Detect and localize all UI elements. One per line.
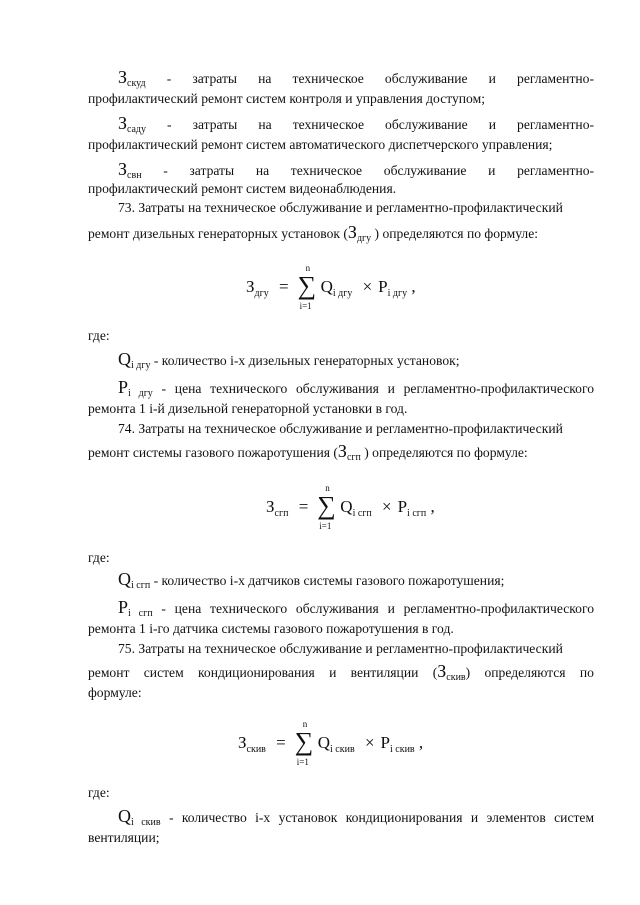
sec74-def-p-line2: ремонта 1 i-го датчика системы газового пожаротушения в год. [88, 621, 454, 636]
sec74-def-p: $P_{i сгп}$ - цена технического обслуживания и регламентно-профилактического [118, 597, 595, 619]
item-sadu-line1: $З_{сaду}$ - затраты на техническое обслуживание и регламентно- [118, 113, 595, 135]
sec73-paragraph-line1: 73. Затраты на техническое обслуживание и регламентно-профилактический [118, 200, 563, 215]
sum-sign: n ∑ i=1 [294, 719, 314, 767]
symbol-z-sadu: $З_{сaду}$ [118, 113, 146, 135]
sec75-def-q-line2: вентиляции; [88, 830, 160, 845]
sec74-paragraph-line1: 74. Затраты на техническое обслуживание и регламентно-профилактический [118, 421, 563, 436]
sec75-def-q: $Q_{i скив}$ - количество i-х установок кондиционирования и элементов систем [118, 806, 595, 828]
sec75-where: где: [88, 785, 110, 800]
sec74-formula: $З_{сгп}$ = n ∑ i=1 $Q_{i сгп} \times P_{i сгп}$ , [266, 483, 435, 531]
sec74-where: где: [88, 550, 110, 565]
sec75-paragraph-line3: формуле: [88, 685, 142, 700]
sum-sign: n ∑ i=1 [297, 263, 317, 311]
sec73-where: где: [88, 328, 110, 343]
symbol-z-dgu: $З_{дгу}$ [347, 222, 372, 244]
sec74-def-q: $Q_{i сгп}$ - количество i-х датчиков системы газового пожаротушения; [118, 569, 505, 591]
sec73-def-p: $P_{i дгу}$ - цена технического обслуживания и регламентно-профилактического [118, 377, 594, 399]
item-skud-line2: профилактический ремонт систем контроля и управления доступом; [88, 91, 485, 106]
sec73-def-p-line2: ремонта 1 i-й дизельной генераторной установки в год. [88, 401, 408, 416]
item-sadu-line2: профилактический ремонт систем автоматического диспетчерского управления; [88, 137, 553, 152]
symbol-z-skud: $З_{скуд}$ [118, 67, 146, 89]
item-svn-line2: профилактический ремонт систем видеонаблюдения. [88, 181, 397, 196]
symbol-z-svn: $З_{свн}$ [118, 159, 142, 181]
sec73-paragraph-line2: ремонт дизельных генераторных установок ($З_{дгу}$ ) определяются по формуле: [88, 222, 539, 244]
sec73-def-q: $Q_{i дгу}$ - количество i-х дизельных генераторных установок; [118, 349, 460, 371]
sec75-paragraph-line1: 75. Затраты на техническое обслуживание и регламентно-профилактический [118, 641, 563, 656]
sec74-paragraph-line2: ремонт системы газового пожаротушения ($З_{сгп}$ ) определяются по формуле: [88, 441, 528, 463]
sec73-formula: $З_{дгу}$ = n ∑ i=1 $Q_{i дгу} \times P_{i дгу}$ , [246, 263, 416, 311]
sec75-paragraph-line2: ремонт систем кондиционирования и вентиляции $(З_{скив})$ определяются по [88, 661, 594, 683]
symbol-z-sgp: $З_{сгп}$ [337, 441, 361, 463]
item-svn-line1: $З_{свн}$ - затраты на техническое обслуживание и регламентно- [118, 159, 595, 181]
item-skud-line1: $З_{скуд}$ - затраты на техническое обслуживание и регламентно- [118, 67, 594, 89]
sec75-formula: $З_{скив}$ = n ∑ i=1 $Q_{i скив} \times P_{i скив}$ , [238, 719, 424, 767]
symbol-z-skiv: $(З_{скив})$ [432, 661, 471, 683]
sum-sign: n ∑ i=1 [317, 483, 336, 531]
